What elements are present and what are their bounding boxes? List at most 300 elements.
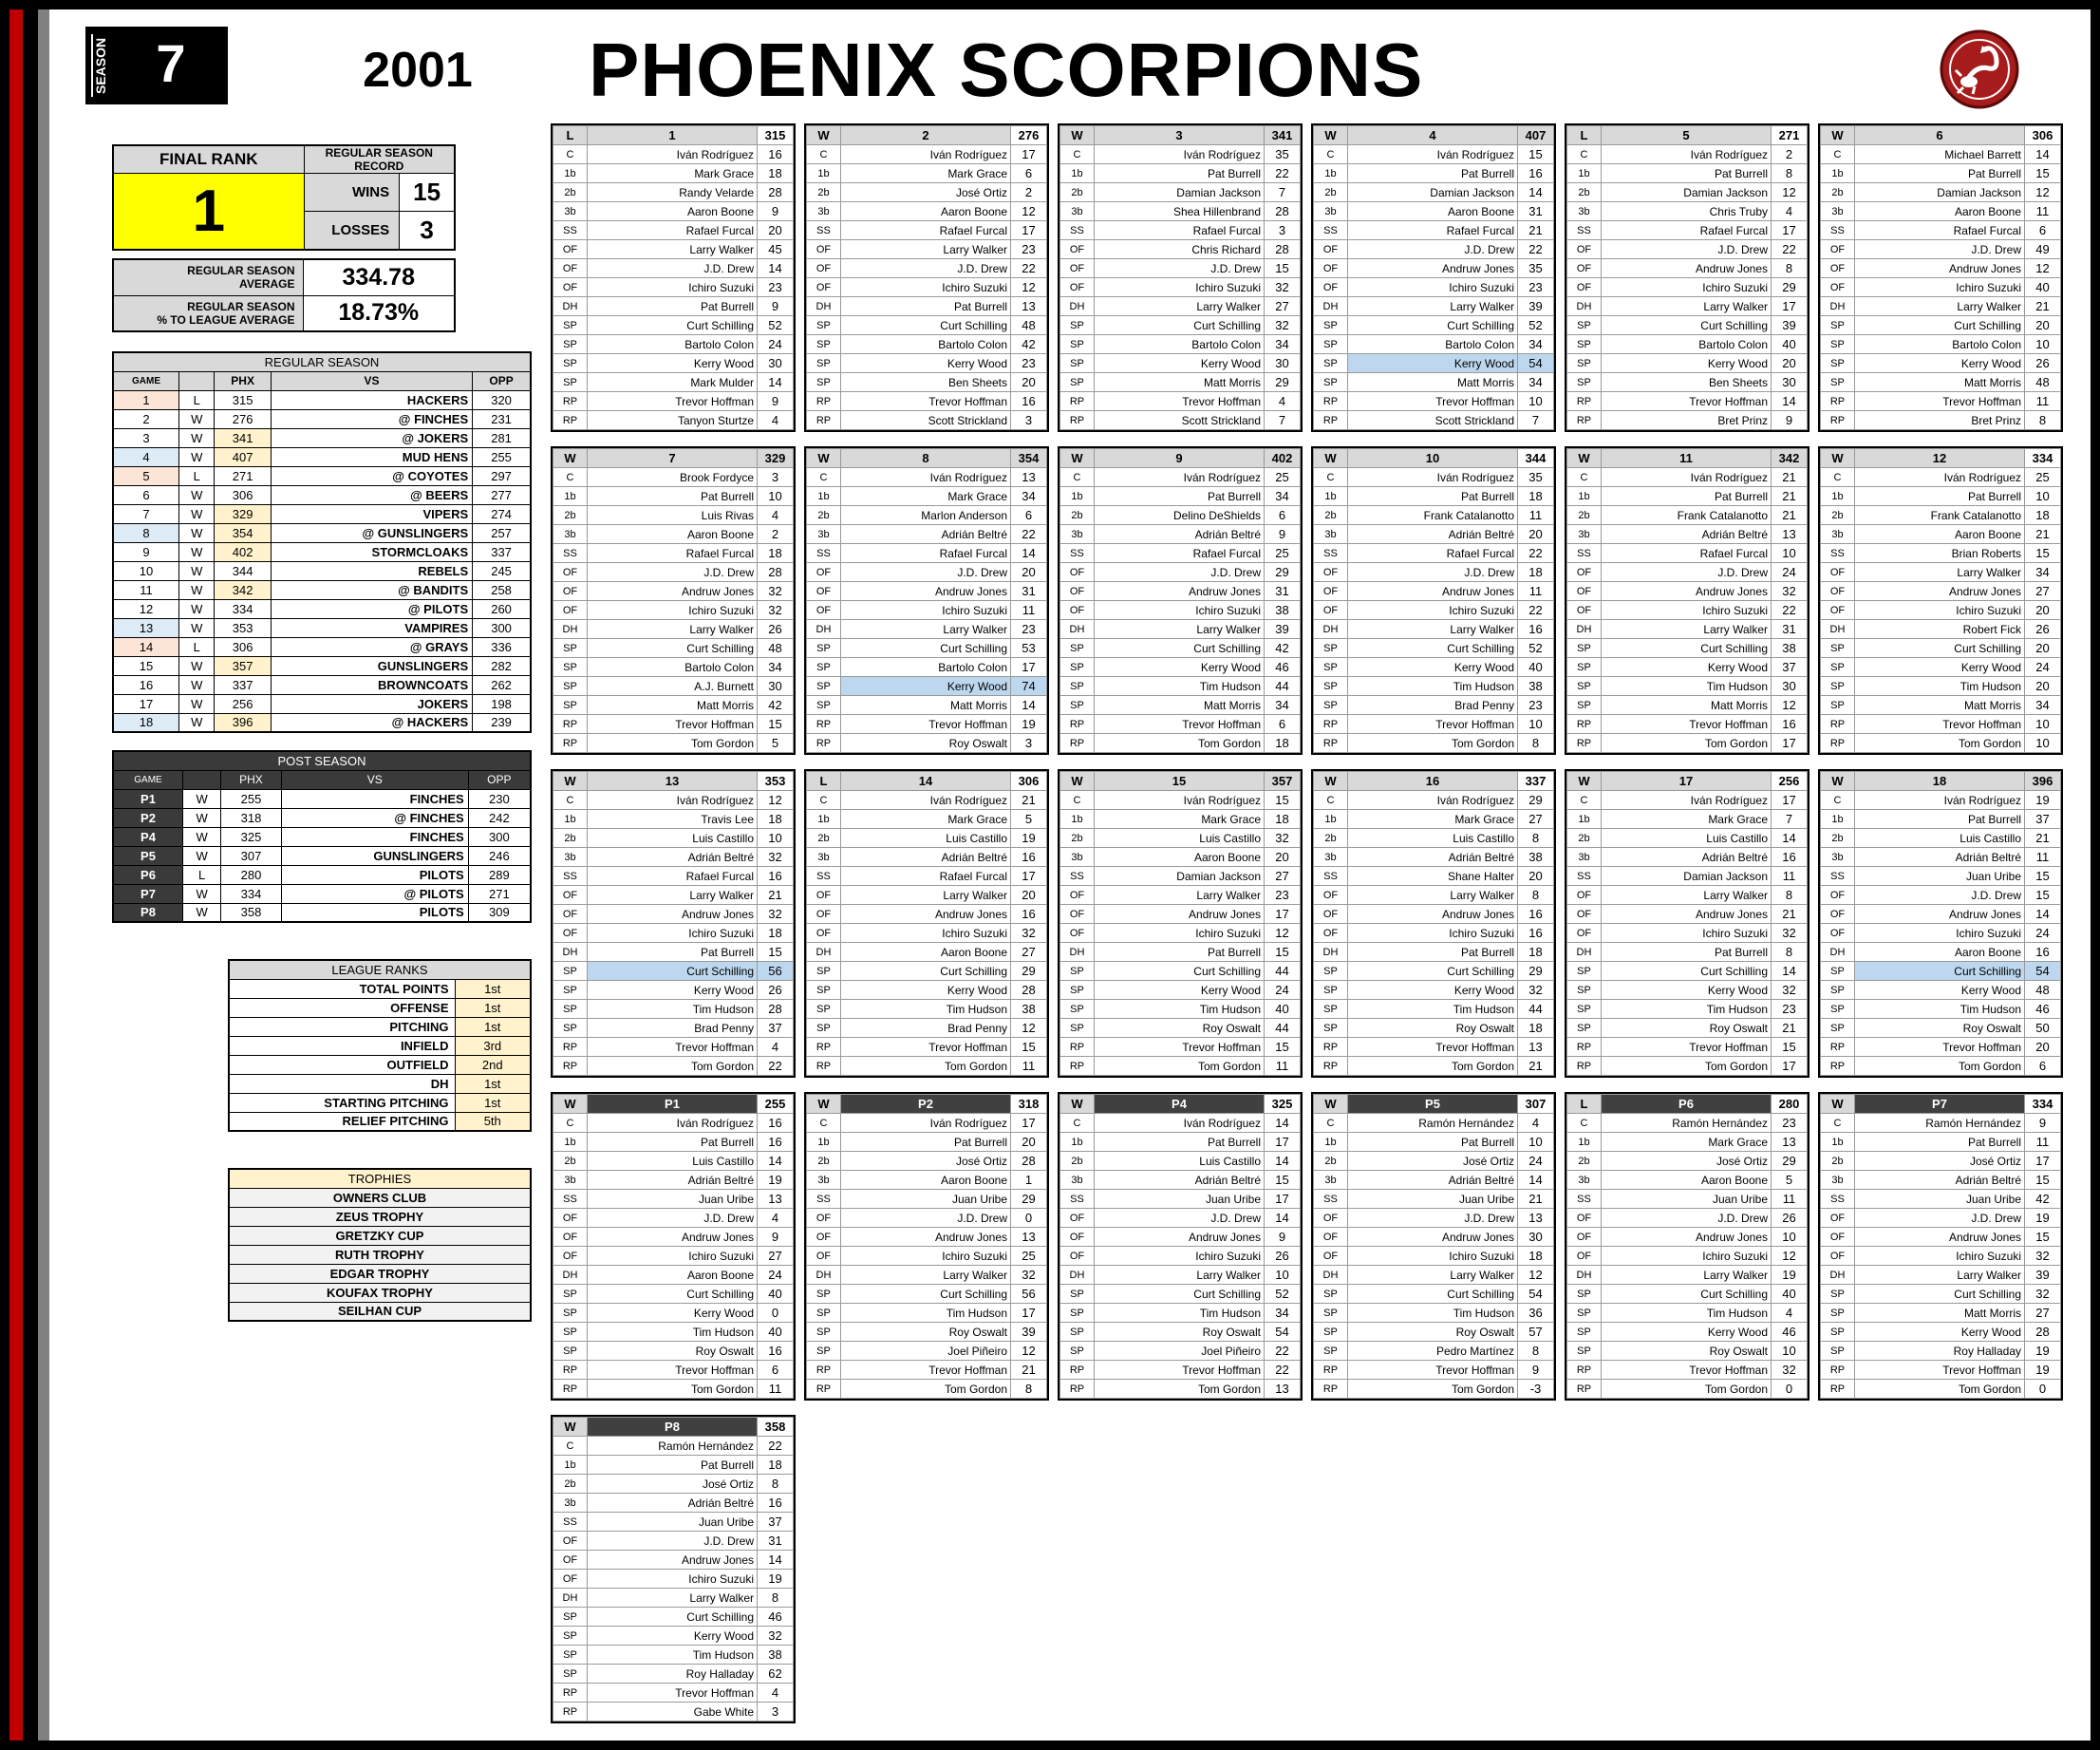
player-name: Trevor Hoffman <box>588 392 758 411</box>
player-points: 22 <box>1011 525 1047 544</box>
player-position: SS <box>1060 1190 1095 1209</box>
player-position: DH <box>1567 1266 1602 1285</box>
player-row <box>807 1057 1047 1076</box>
player-name: Kerry Wood <box>1602 658 1772 677</box>
player-points: 21 <box>1518 1190 1554 1209</box>
player-points: 15 <box>1265 1038 1301 1057</box>
player-points: 32 <box>1772 1361 1808 1380</box>
player-name: Iván Rodríguez <box>1348 468 1518 487</box>
player-position: OF <box>1821 278 1855 297</box>
player-points: 16 <box>2025 943 2061 962</box>
player-row <box>1821 1209 2061 1228</box>
regular-cell: JOKERS <box>271 694 472 713</box>
player-position: RP <box>1821 392 1855 411</box>
regular-cell: L <box>179 390 215 409</box>
regular-cell: 315 <box>215 390 271 409</box>
game-result: W <box>553 1095 588 1114</box>
player-row <box>1314 297 1554 316</box>
game-card <box>1565 1092 1809 1401</box>
player-position: SP <box>1821 639 1855 658</box>
player-position: OF <box>1060 924 1095 943</box>
player-points: 32 <box>1265 278 1301 297</box>
player-row <box>1060 658 1301 677</box>
player-points: 25 <box>1011 1247 1047 1266</box>
player-points: 32 <box>1011 924 1047 943</box>
player-name: Kerry Wood <box>588 981 758 1000</box>
player-name: Trevor Hoffman <box>1348 715 1518 734</box>
player-name: Tom Gordon <box>588 1057 758 1076</box>
regular-cell: W <box>179 656 215 675</box>
game-total: 329 <box>758 449 794 468</box>
player-name: Luis Castillo <box>1095 829 1265 848</box>
player-row <box>553 943 794 962</box>
game-total: 325 <box>1265 1095 1301 1114</box>
regular-cell: 353 <box>215 618 271 637</box>
player-points: 34 <box>1265 1304 1301 1323</box>
game-card <box>1058 769 1303 1078</box>
player-position: SP <box>807 639 841 658</box>
player-row <box>1060 1019 1301 1038</box>
game-result: W <box>553 449 588 468</box>
player-points: 22 <box>1518 544 1554 563</box>
player-position: C <box>1821 791 1855 810</box>
player-name: Mark Grace <box>1602 810 1772 829</box>
regular-row <box>113 580 531 599</box>
player-row <box>1821 392 2061 411</box>
player-row <box>1567 373 1808 392</box>
player-row <box>1060 867 1301 886</box>
player-name: Larry Walker <box>1602 886 1772 905</box>
player-points: 24 <box>2025 658 2061 677</box>
player-points: 20 <box>2025 316 2061 335</box>
player-position: RP <box>553 411 588 430</box>
player-row <box>1060 924 1301 943</box>
player-row <box>1314 1152 1554 1171</box>
player-row <box>1821 1228 2061 1247</box>
regular-cell: 271 <box>215 466 271 485</box>
player-position: SS <box>1314 1190 1348 1209</box>
player-row <box>553 791 794 810</box>
player-row <box>553 278 794 297</box>
player-name: Curt Schilling <box>1602 1285 1772 1304</box>
player-row <box>1060 221 1301 240</box>
player-name: Juan Uribe <box>841 1190 1011 1209</box>
player-points: 18 <box>1518 1247 1554 1266</box>
player-row <box>553 1570 794 1589</box>
player-name: Rafael Furcal <box>841 867 1011 886</box>
player-name: Curt Schilling <box>841 639 1011 658</box>
game-card-header <box>553 449 794 468</box>
player-name: Kerry Wood <box>588 1304 758 1323</box>
player-position: OF <box>1060 582 1095 601</box>
player-position: RP <box>1314 1380 1348 1399</box>
trophy-name: EDGAR TROPHY <box>229 1264 531 1283</box>
player-position: OF <box>553 259 588 278</box>
player-points: 14 <box>758 259 794 278</box>
player-name: Rafael Furcal <box>1602 221 1772 240</box>
player-name: Tim Hudson <box>1348 677 1518 696</box>
player-points: 52 <box>1518 316 1554 335</box>
player-row <box>807 1209 1047 1228</box>
player-position: OF <box>1060 886 1095 905</box>
player-row <box>1821 221 2061 240</box>
player-position: SP <box>1567 316 1602 335</box>
player-row <box>807 525 1047 544</box>
player-name: Kerry Wood <box>1855 981 2025 1000</box>
player-name: Luis Castillo <box>1095 1152 1265 1171</box>
player-name: Frank Catalanotto <box>1348 506 1518 525</box>
player-position: 2b <box>1314 829 1348 848</box>
player-name: Ichiro Suzuki <box>1095 601 1265 620</box>
player-name: Ramón Hernández <box>588 1437 758 1456</box>
league-rank-value: 1st <box>455 1093 531 1112</box>
player-points: 10 <box>1772 1342 1808 1361</box>
player-row <box>807 259 1047 278</box>
player-points: 46 <box>1772 1323 1808 1342</box>
player-row <box>1314 563 1554 582</box>
game-total: 357 <box>1265 772 1301 791</box>
player-name: Curt Schilling <box>1855 316 2025 335</box>
player-position: SS <box>807 1190 841 1209</box>
player-name: J.D. Drew <box>1855 1209 2025 1228</box>
game-label: 12 <box>1855 449 2025 468</box>
player-name: Adrián Beltré <box>588 1171 758 1190</box>
player-row <box>1060 240 1301 259</box>
regular-cell: 342 <box>215 580 271 599</box>
player-name: Trevor Hoffman <box>1602 1361 1772 1380</box>
player-row <box>1821 1133 2061 1152</box>
player-row <box>553 259 794 278</box>
player-row <box>553 1665 794 1684</box>
player-points: 4 <box>758 411 794 430</box>
player-row <box>1060 1133 1301 1152</box>
player-name: Kerry Wood <box>1855 354 2025 373</box>
player-name: Tim Hudson <box>1602 1304 1772 1323</box>
player-row <box>553 1171 794 1190</box>
post-cell: W <box>183 903 221 922</box>
post-cell: P6 <box>113 865 183 884</box>
player-position: 1b <box>553 164 588 183</box>
player-name: Trevor Hoffman <box>841 392 1011 411</box>
player-points: 14 <box>1265 1209 1301 1228</box>
game-card-header <box>1314 1095 1554 1114</box>
player-row <box>1314 1000 1554 1019</box>
player-name: Michael Barrett <box>1855 145 2025 164</box>
game-label: 13 <box>588 772 758 791</box>
player-name: Marlon Anderson <box>841 506 1011 525</box>
player-position: RP <box>807 1057 841 1076</box>
regular-cell: 256 <box>215 694 271 713</box>
player-points: 3 <box>1011 734 1047 753</box>
player-points: 54 <box>1518 1285 1554 1304</box>
post-cell: 289 <box>468 865 531 884</box>
player-position: 3b <box>807 1171 841 1190</box>
player-position: SS <box>1821 544 1855 563</box>
player-points: 20 <box>1011 886 1047 905</box>
regular-cell: 297 <box>473 466 531 485</box>
trophy-name: KOUFAX TROPHY <box>229 1283 531 1302</box>
player-row <box>553 1703 794 1722</box>
player-position: SP <box>1821 316 1855 335</box>
player-name: Iván Rodríguez <box>1095 145 1265 164</box>
post-row <box>113 903 531 922</box>
player-row <box>553 620 794 639</box>
player-position: OF <box>1567 563 1602 582</box>
player-position: 3b <box>553 848 588 867</box>
player-position: SP <box>1314 639 1348 658</box>
player-points: 32 <box>2025 1247 2061 1266</box>
player-points: 18 <box>758 544 794 563</box>
player-points: 14 <box>2025 145 2061 164</box>
post-cell: @ PILOTS <box>281 884 468 903</box>
player-position: RP <box>807 734 841 753</box>
player-points: 19 <box>2025 791 2061 810</box>
game-card <box>1058 1092 1303 1401</box>
player-name: Curt Schilling <box>841 316 1011 335</box>
player-name: Kerry Wood <box>1855 1323 2025 1342</box>
game-total: 334 <box>2025 449 2061 468</box>
player-points: 11 <box>2025 1133 2061 1152</box>
player-row <box>1567 791 1808 810</box>
player-points: 20 <box>2025 639 2061 658</box>
player-name: Ramón Hernández <box>1602 1114 1772 1133</box>
player-points: 17 <box>1011 1304 1047 1323</box>
player-name: Curt Schilling <box>588 316 758 335</box>
player-position: C <box>1314 468 1348 487</box>
player-position: SP <box>1314 1285 1348 1304</box>
player-points: 6 <box>1265 715 1301 734</box>
player-row <box>1314 1019 1554 1038</box>
player-row <box>1314 1285 1554 1304</box>
player-row <box>553 221 794 240</box>
player-name: J.D. Drew <box>1855 240 2025 259</box>
player-position: DH <box>1314 297 1348 316</box>
player-name: Ben Sheets <box>1602 373 1772 392</box>
player-points: 17 <box>1265 905 1301 924</box>
player-points: 18 <box>758 924 794 943</box>
player-position: 1b <box>1567 1133 1602 1152</box>
player-row <box>1821 468 2061 487</box>
player-position: OF <box>1821 924 1855 943</box>
game-label: 11 <box>1602 449 1772 468</box>
player-position: OF <box>553 905 588 924</box>
player-position: OF <box>1567 240 1602 259</box>
player-points: 38 <box>1011 1000 1047 1019</box>
player-points: 34 <box>1265 696 1301 715</box>
player-points: 20 <box>2025 677 2061 696</box>
player-row <box>1060 506 1301 525</box>
player-row <box>553 601 794 620</box>
player-name: Ichiro Suzuki <box>841 601 1011 620</box>
player-name: Andruw Jones <box>1602 905 1772 924</box>
player-points: 25 <box>1265 468 1301 487</box>
player-position: SP <box>553 1342 588 1361</box>
player-name: Matt Morris <box>1095 373 1265 392</box>
player-position: SP <box>553 354 588 373</box>
player-points: 13 <box>1011 1228 1047 1247</box>
season-box <box>85 27 228 104</box>
game-card <box>551 1415 796 1723</box>
player-position: OF <box>1314 1247 1348 1266</box>
player-name: Andruw Jones <box>841 582 1011 601</box>
player-position: C <box>553 1114 588 1133</box>
player-name: Pat Burrell <box>588 297 758 316</box>
player-position: SP <box>1567 639 1602 658</box>
player-position: OF <box>1821 563 1855 582</box>
player-row <box>807 278 1047 297</box>
player-row <box>1567 810 1808 829</box>
player-points: 34 <box>1265 487 1301 506</box>
player-name: Ichiro Suzuki <box>1348 1247 1518 1266</box>
player-name: Rafael Furcal <box>1602 544 1772 563</box>
player-row <box>553 639 794 658</box>
player-row <box>553 1361 794 1380</box>
league-rank-category: DH <box>229 1074 455 1093</box>
player-name: J.D. Drew <box>1348 240 1518 259</box>
player-row <box>1821 848 2061 867</box>
player-name: Luis Castillo <box>588 829 758 848</box>
game-result: W <box>807 1095 841 1114</box>
player-position: SP <box>553 962 588 981</box>
player-name: J.D. Drew <box>588 1532 758 1551</box>
game-total: 344 <box>1518 449 1554 468</box>
player-position: SS <box>1821 867 1855 886</box>
player-points: 28 <box>1265 240 1301 259</box>
game-result: L <box>1567 1095 1602 1114</box>
player-position: OF <box>807 1228 841 1247</box>
player-position: 3b <box>1567 1171 1602 1190</box>
player-name: Iván Rodríguez <box>1348 145 1518 164</box>
player-position: SS <box>1821 221 1855 240</box>
player-points: 23 <box>758 278 794 297</box>
player-position: 2b <box>1821 829 1855 848</box>
player-row <box>1567 316 1808 335</box>
post-row <box>113 808 531 827</box>
regular-cell: 262 <box>473 675 531 694</box>
player-name: Curt Schilling <box>1348 1285 1518 1304</box>
regular-cell: @ BANDITS <box>271 580 472 599</box>
regular-cell: 344 <box>215 561 271 580</box>
player-points: 20 <box>1011 563 1047 582</box>
player-row <box>553 1247 794 1266</box>
player-points: 15 <box>1772 1038 1808 1057</box>
player-name: Bartolo Colon <box>1095 335 1265 354</box>
player-points: 30 <box>758 677 794 696</box>
player-row <box>1821 829 2061 848</box>
player-row <box>1314 1342 1554 1361</box>
player-row <box>1314 620 1554 639</box>
regular-cell: @ HACKERS <box>271 713 472 732</box>
player-points: 17 <box>1011 658 1047 677</box>
player-position: OF <box>1567 278 1602 297</box>
player-name: Ichiro Suzuki <box>1095 924 1265 943</box>
wins-value: 15 <box>400 174 455 212</box>
regular-cell: @ JOKERS <box>271 428 472 447</box>
player-name: Rafael Furcal <box>1095 221 1265 240</box>
player-position: OF <box>1567 924 1602 943</box>
player-points: 17 <box>1772 791 1808 810</box>
player-row <box>1060 1361 1301 1380</box>
player-row <box>553 658 794 677</box>
player-row <box>1821 1380 2061 1399</box>
player-position: 1b <box>553 810 588 829</box>
player-points: 20 <box>1011 373 1047 392</box>
player-name: J.D. Drew <box>1855 886 2025 905</box>
player-points: 0 <box>1011 1209 1047 1228</box>
player-row <box>553 1684 794 1703</box>
player-row <box>553 1038 794 1057</box>
player-row <box>1314 1209 1554 1228</box>
player-row <box>1567 1019 1808 1038</box>
player-name: Ichiro Suzuki <box>1602 924 1772 943</box>
regular-row <box>113 713 531 732</box>
player-name: Andruw Jones <box>1348 905 1518 924</box>
player-row <box>1314 1304 1554 1323</box>
league-rank-value: 3rd <box>455 1036 531 1055</box>
player-position: DH <box>1060 943 1095 962</box>
player-position: OF <box>1821 601 1855 620</box>
player-name: Shea Hillenbrand <box>1095 202 1265 221</box>
game-total: 354 <box>1011 449 1047 468</box>
player-position: DH <box>1314 1266 1348 1285</box>
player-row <box>553 677 794 696</box>
player-position: SP <box>553 1627 588 1646</box>
player-position: 2b <box>1567 1152 1602 1171</box>
player-position: RP <box>553 1380 588 1399</box>
player-name: Curt Schilling <box>1855 639 2025 658</box>
player-position: OF <box>1060 1247 1095 1266</box>
player-row <box>1567 620 1808 639</box>
player-position: OF <box>807 259 841 278</box>
game-total: 342 <box>1772 449 1808 468</box>
player-points: 37 <box>758 1513 794 1532</box>
player-position: OF <box>553 563 588 582</box>
player-points: 8 <box>1518 1342 1554 1361</box>
regular-cell: 1 <box>113 390 179 409</box>
player-position: SP <box>1567 677 1602 696</box>
player-row <box>807 1304 1047 1323</box>
game-result: W <box>1314 449 1348 468</box>
game-label: P2 <box>841 1095 1011 1114</box>
player-position: 3b <box>1821 202 1855 221</box>
player-points: 4 <box>1265 392 1301 411</box>
player-row <box>807 164 1047 183</box>
player-position: RP <box>553 1703 588 1722</box>
player-name: Tom Gordon <box>588 734 758 753</box>
player-name: Andruw Jones <box>1095 1228 1265 1247</box>
player-name: José Ortiz <box>588 1475 758 1494</box>
player-position: SP <box>1821 1019 1855 1038</box>
player-row <box>1821 1019 2061 1038</box>
player-row <box>553 297 794 316</box>
player-points: 37 <box>2025 810 2061 829</box>
player-row <box>1567 335 1808 354</box>
player-position: SP <box>1567 373 1602 392</box>
player-name: Pat Burrell <box>1095 487 1265 506</box>
player-row <box>1567 981 1808 1000</box>
game-total: 276 <box>1011 126 1047 145</box>
player-row <box>1314 145 1554 164</box>
player-row <box>1314 734 1554 753</box>
player-points: 12 <box>2025 183 2061 202</box>
player-name: J.D. Drew <box>1348 563 1518 582</box>
player-position: SP <box>1060 962 1095 981</box>
player-row <box>807 829 1047 848</box>
player-row <box>553 1608 794 1627</box>
player-row <box>553 1551 794 1570</box>
year: 2001 <box>363 43 473 98</box>
player-position: OF <box>553 1551 588 1570</box>
